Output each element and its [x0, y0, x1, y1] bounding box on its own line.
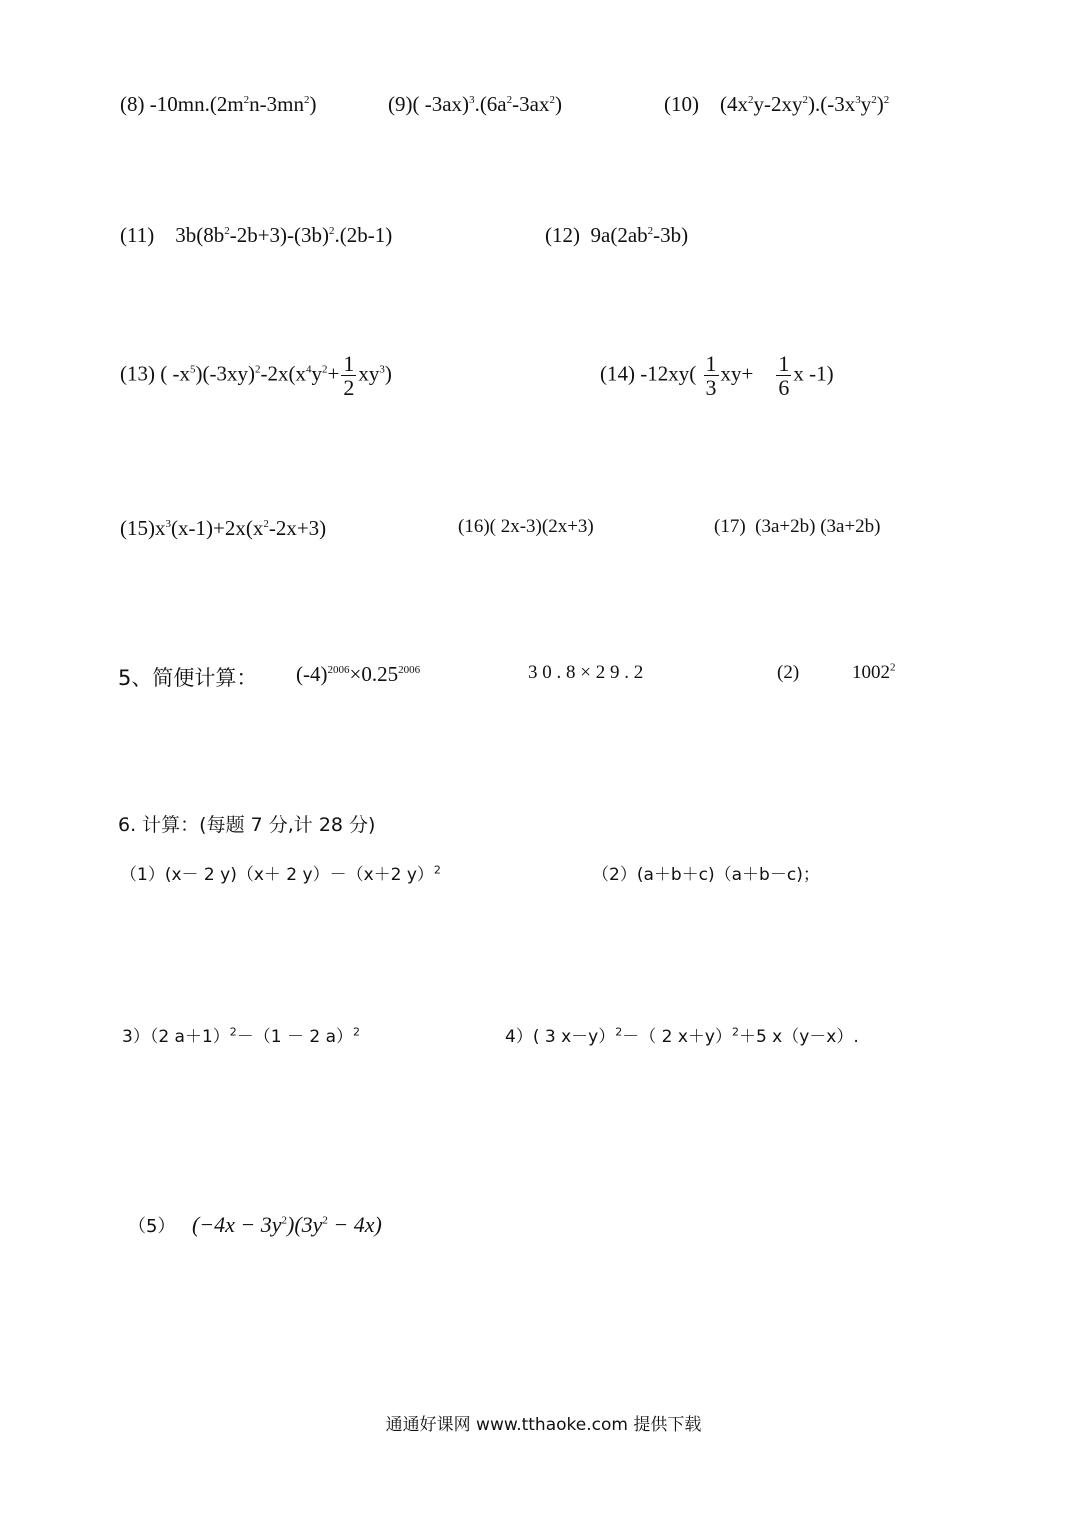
problem-9-part: ) [554, 92, 562, 116]
exponent: 2006 [398, 664, 421, 676]
problem-17-label: (17) [714, 516, 746, 537]
problem-16-label: (16) [458, 516, 490, 537]
problem-17 [714, 516, 881, 538]
section-6-q2: （2）(a＋b＋c)（a＋b－c)； [592, 865, 820, 885]
problem-11-part: 3b(8b [175, 223, 225, 247]
problem-9-part: -3ax [512, 92, 550, 116]
section-6-q4 [505, 1022, 859, 1047]
problem-10-part: ).(-3x [808, 92, 856, 116]
section-6-q4-part: ＋5 x（y－x）. [738, 1027, 859, 1047]
problem-14-part: -12xy( [640, 361, 697, 386]
fraction-numerator: 1 [343, 351, 355, 376]
section-6-q5 [128, 1212, 382, 1238]
exponent: 2 [281, 1214, 287, 1227]
fraction-one-sixth [776, 352, 791, 399]
problem-13-part: ( -x [160, 361, 190, 386]
exponent: 2 [890, 661, 896, 674]
exponent: 2 [731, 1025, 739, 1039]
section-6-q1-text: （1）(x－ 2 y)（x＋ 2 y）－（x＋2 y） [120, 865, 434, 885]
problem-10-part: ) [876, 92, 884, 116]
problem-12-part: -3b) [653, 223, 689, 247]
fraction-numerator: 1 [778, 351, 790, 376]
section-6-q5-part: (−4x − 3y [191, 1212, 282, 1237]
exponent: 2 [433, 863, 441, 877]
problem-17-part: (3a+2b) (3a+2b) [755, 516, 881, 537]
problem-12-label: (12) [545, 223, 580, 247]
exponent: 2 [229, 1025, 237, 1039]
problem-9: (9)( $-3ax)^3.(6a^2-3ax^2)$ [388, 92, 562, 116]
problem-10-part: y-2xy [753, 92, 803, 116]
problem-13: (13) ( $-x^5)(-3xy)^2-2x(x^4y^2+$ $\frac{1}{2}$ $xy^3$) [120, 351, 392, 401]
problem-8-label: (8) [120, 92, 145, 116]
problem-12: (12) $9a(2ab^2-3b)$ [545, 223, 689, 247]
section-5-label-2: (2) [777, 662, 800, 683]
problem-13-part: )(-3xy) [195, 361, 255, 386]
problem-13-part: -2x(x [260, 361, 306, 386]
section-5-title: 5、简便计算： [118, 666, 258, 690]
problem-9-label: (9) [388, 92, 413, 116]
problem-8-part: n-3mn [249, 92, 304, 116]
fraction-denominator: 6 [778, 375, 790, 401]
section-6-q4-part: －（ 2 x＋y） [622, 1027, 732, 1047]
section-6-q3-part: 3）（2 a＋1） [122, 1027, 230, 1047]
problem-13-label: (13) [120, 361, 155, 386]
problem-14 [600, 352, 834, 399]
section-6-q1 [120, 860, 441, 885]
problem-16-part: ( 2x-3)(2x+3) [489, 516, 594, 537]
section-5-part: (-4) [296, 662, 328, 686]
section-6-title-text: 6. 计算：(每题 7 分,计 28 分) [118, 814, 376, 836]
exponent: 2 [615, 1025, 623, 1039]
fraction-denominator: 3 [705, 375, 717, 401]
problem-10-label: (10) [664, 92, 699, 116]
problem-16 [458, 516, 594, 538]
problem-11-label: (11) [120, 223, 155, 247]
problem-15-part: (x-1)+2x(x [171, 516, 264, 540]
problem-13-part: y [311, 361, 322, 386]
problem-14-part: x -1) [793, 361, 834, 386]
problem-13-part: + [327, 361, 340, 386]
problem-13-part: ) [384, 361, 392, 386]
section-6-q3-part: －（1 － 2 a） [236, 1027, 354, 1047]
problem-9-part: .(6a [474, 92, 507, 116]
section-6-q5-part: − 4x) [327, 1212, 382, 1237]
fraction-denominator: 2 [343, 375, 355, 401]
section-6-q5-part: )(3y [287, 1212, 323, 1237]
section-6-q5-label: （5） [128, 1216, 176, 1237]
exponent: 2006 [327, 664, 350, 676]
section-6-q3 [122, 1022, 360, 1047]
page-footer: 通通好课网 www.tthaoke.com 提供下载 [385, 1415, 702, 1435]
exponent: 2 [353, 1025, 361, 1039]
problem-11: (11) $3b(8b^2-2b+3)-(3b)^2.(2b-1)$ [120, 223, 393, 247]
problem-10-part: (4x [720, 92, 748, 116]
problem-9-part: ( -3ax) [412, 92, 470, 116]
section-5-part: 1002 [852, 662, 890, 683]
problem-8-part: ) [309, 92, 317, 116]
fraction-one-third [704, 352, 719, 399]
problem-13-part: xy [358, 361, 380, 386]
problem-10: (10) $(4x^2y-2xy^2).(-3x^3y^2)^2$ [664, 92, 890, 116]
problem-11-part: -2b+3)-(3b) [229, 223, 330, 247]
section-5-expr-2: 3 0 . 8 × 2 9 . 2 [528, 662, 644, 683]
problem-11-part: .(2b-1) [334, 223, 393, 247]
section-5-expr-3 [852, 662, 896, 684]
problem-10-part: y [860, 92, 872, 116]
problem-14-label: (14) [600, 361, 635, 386]
problem-15-part: x [155, 516, 166, 540]
section-5-part: ×0.25 [349, 662, 399, 686]
problem-8: (8) $-10mn.(2m^2n-3mn^2)$ [120, 92, 317, 116]
problem-15-label: (15) [120, 516, 155, 540]
problem-14-part: xy+ [720, 361, 754, 386]
problem-15-part: -2x+3) [268, 516, 327, 540]
exponent: 2 [322, 1214, 328, 1227]
fraction-numerator: 1 [705, 351, 717, 376]
section-6-q4-part: 4）( 3 x－y） [505, 1027, 616, 1047]
problem-15: $(15)x^3(x-1)+2x(x^2-2x+3)$ [120, 516, 327, 540]
section-5-expr-1 [296, 662, 420, 687]
problem-8-part: -10mn.(2m [149, 92, 244, 116]
problem-12-part: 9a(2ab [590, 223, 648, 247]
fraction-one-half [341, 352, 356, 399]
